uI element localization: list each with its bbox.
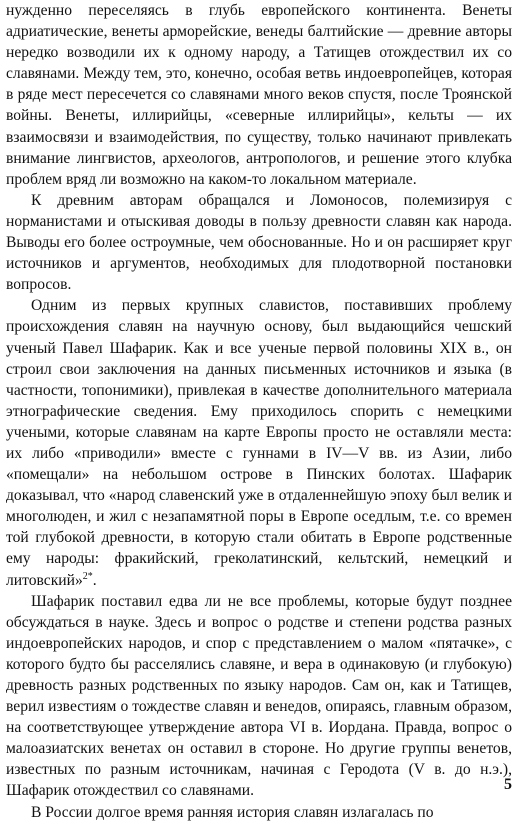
- footnote-marker: 2*: [82, 570, 93, 582]
- paragraph-tail: .: [92, 571, 97, 589]
- body-text: [6, 0, 512, 823]
- paragraph: В России долгое время ранняя история славян излагалась по: [31, 803, 434, 821]
- paragraph: Шафарик поставил едва ли не все проблемы, которые будут позднее обсуждаться в науке. Здесь и вопрос о родстве и степени родства разных индоевропейских народов, и спор с представлением о малом «пятачке», с которого будто бы расселялись славяне, и вера в одинаковую (и глубокую) древность разных родственных по языку народов. Сам он, как и Татищев, верил известиям о тождестве славян и венедов, опираясь, главным образом, на соответствующее утверждение автора VI в. Иордана. Правда, вопрос о малоазиатских венетах он оставил в стороне. Но другие группы венетов, известных по разным источникам, начиная с Геродота (V в. до н.э.), Шафарик отождествил со славянами.: [6, 592, 512, 800]
- paragraph: [6, 295, 512, 590]
- paragraph: нужденно переселяясь в глубь европейского континента. Венеты адриатические, венеты арморейские, венеды балтийские — древние авторы нередко возводили их к одному народу, а Татищев отождествил их со славянами. Между тем, это, конечно, особая ветвь индоевропейцев, которая в ряде мест пересечется со славянами много веков спустя, после Троянской войны. Венеты, иллирийцы, «северные иллирийцы», кельты — их взаимосвязи и взаимодействия, по существу, только начинают привлекать внимание лингвистов, археологов, антропологов, и решение этого клубка проблем вряд ли возможно на каком-то локальном материале.: [6, 2, 512, 188]
- page-number: 5: [504, 776, 512, 793]
- paragraph-text: Одним из первых крупных славистов, поставивших проблему происхождения славян на научную основу, был выдающийся чешский ученый Павел Шафарик. Как и все ученые первой половины XIX в., он строил свои заключения на данных письменных источников и языка (в частности, топонимики), привлекая в качестве дополнительного материала этнографические сведения. Ему приходилось спорить с немецкими учеными, которые славянам на карте Европы просто не оставляли места: их либо «приводили» вместе с гуннами в IV—V вв. из Азии, либо «помещали» на небольшом острове в Пинских болотах. Шафарик доказывал, что «народ славенский уже в отдаленнейшую эпоху был велик и многолюден, и жил с незапамятной поры в Европе оседлым, т.е. со времен той глубокой древности, в которую стали обитать в Европе родственные ему народы: фракийский, греколатинский, кельтский, немецкий и литовский»: [6, 297, 512, 589]
- paragraph: К древним авторам обращался и Ломоносов, полемизируя с норманистами и отыскивая доводы в пользу древности славян как народа. Выводы его более остроумные, чем обоснованные. Но и он расширяет круг источников и аргументов, необходимых для плодотворной постановки вопросов.: [6, 191, 512, 294]
